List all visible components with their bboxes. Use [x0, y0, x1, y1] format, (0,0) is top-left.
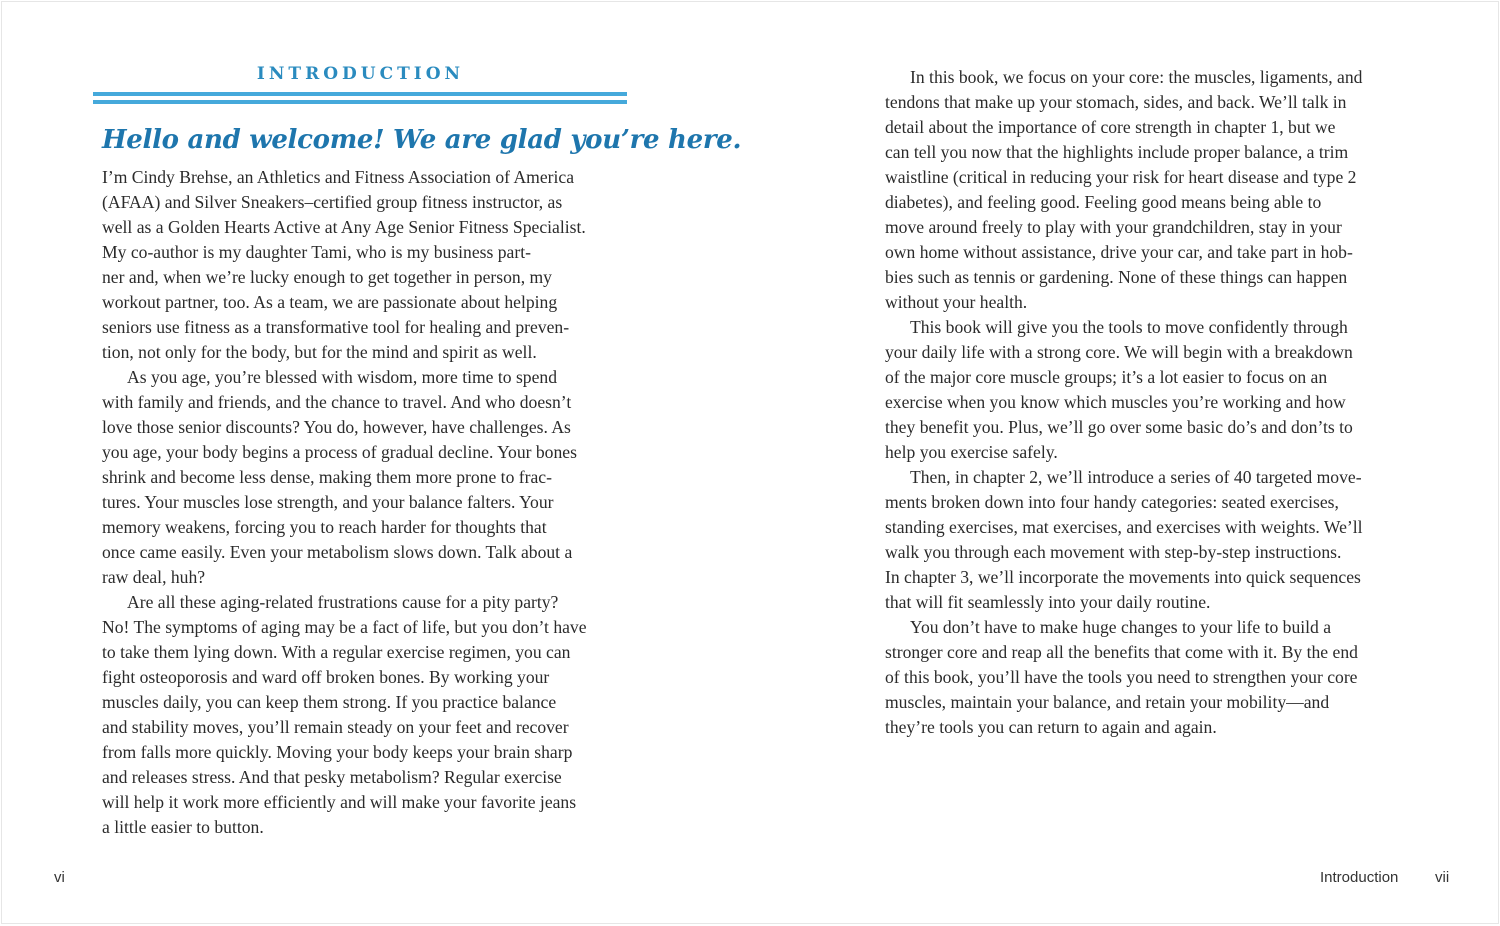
text-line: once came easily. Even your metabolism slows down. Talk about a	[102, 542, 573, 562]
text-line: stronger core and reap all the benefits that come with it. By the end	[885, 642, 1358, 662]
text-line: and releases stress. And that pesky metabolism? Regular exercise	[102, 767, 562, 787]
text-line: of the major core muscle groups; it’s a lot easier to focus on an	[885, 367, 1328, 387]
text-line: love those senior discounts? You do, however, have challenges. As	[102, 417, 571, 437]
text-line: they’re tools you can return to again and again.	[885, 717, 1217, 737]
text-line: diabetes), and feeling good. Feeling good means being able to	[885, 192, 1322, 212]
text-line: shrink and become less dense, making them more prone to frac-	[102, 467, 552, 487]
text-line: tion, not only for the body, but for the mind and spirit as well.	[102, 342, 537, 362]
text-line: Are all these aging-related frustrations cause for a pity party?	[127, 592, 559, 612]
text-line: muscles, maintain your balance, and retain your mobility—and	[885, 692, 1330, 712]
heading-rule-top	[93, 92, 627, 96]
text-line: In chapter 3, we’ll incorporate the movements into quick sequences	[885, 567, 1361, 587]
text-line: bies such as tennis or gardening. None of these things can happen	[885, 267, 1348, 287]
section-label: INTRODUCTION	[256, 64, 465, 84]
text-line: and stability moves, you’ll remain steady on your feet and recover	[102, 717, 569, 737]
text-line: tures. Your muscles lose strength, and your balance falters. Your	[102, 492, 554, 512]
text-line: well as a Golden Hearts Active at Any Age Senior Fitness Specialist.	[102, 217, 586, 237]
text-line: own home without assistance, drive your car, and take part in hob-	[885, 242, 1353, 262]
text-line: waistline (critical in reducing your risk for heart disease and type 2	[885, 167, 1357, 187]
text-line: In this book, we focus on your core: the muscles, ligaments, and	[910, 67, 1363, 87]
text-line: fight osteoporosis and ward off broken bones. By working your	[102, 667, 550, 687]
text-line: from falls more quickly. Moving your body keeps your brain sharp	[102, 742, 573, 762]
left-body-text	[102, 165, 622, 840]
text-line: detail about the importance of core strength in chapter 1, but we	[885, 117, 1336, 137]
heading-rule-bottom	[93, 100, 627, 104]
text-line: exercise when you know which muscles you’re working and how	[885, 392, 1346, 412]
text-line: to take them lying down. With a regular exercise regimen, you can	[102, 642, 571, 662]
text-line: Then, in chapter 2, we’ll introduce a series of 40 targeted move-	[910, 467, 1362, 487]
text-line: memory weakens, forcing you to reach harder for thoughts that	[102, 517, 547, 537]
running-title: Introduction	[1320, 869, 1399, 886]
text-line: of this book, you’ll have the tools you need to strengthen your core	[885, 667, 1358, 687]
book-spread	[1, 1, 1499, 924]
text-line: tendons that make up your stomach, sides, and back. We’ll talk in	[885, 92, 1347, 112]
text-line: you age, your body begins a process of gradual decline. Your bones	[102, 442, 577, 462]
text-line: your daily life with a strong core. We will begin with a breakdown	[885, 342, 1353, 362]
text-line: will help it work more efficiently and will make your favorite jeans	[102, 792, 577, 812]
text-line: ner and, when we’re lucky enough to get together in person, my	[102, 267, 552, 287]
text-line: muscles daily, you can keep them strong. If you practice balance	[102, 692, 557, 712]
text-line: My co-author is my daughter Tami, who is my business part-	[102, 242, 531, 262]
text-line: help you exercise safely.	[885, 442, 1058, 462]
right-page	[752, 2, 1500, 923]
text-line: walk you through each movement with step-by-step instructions.	[885, 542, 1342, 562]
text-line: can tell you now that the highlights include proper balance, a trim	[885, 142, 1349, 162]
page-number-right: vii	[1435, 869, 1450, 886]
text-line: workout partner, too. As a team, we are passionate about helping	[102, 292, 558, 312]
headline: Hello and welcome! We are glad you’re here.	[102, 125, 742, 155]
text-line: I’m Cindy Brehse, an Athletics and Fitness Association of America	[102, 167, 575, 187]
text-line: ments broken down into four handy categories: seated exercises,	[885, 492, 1339, 512]
text-line: that will fit seamlessly into your daily routine.	[885, 592, 1211, 612]
text-line: standing exercises, mat exercises, and exercises with weights. We’ll	[885, 517, 1363, 537]
text-line: seniors use fitness as a transformative tool for healing and preven-	[102, 317, 570, 337]
text-line: You don’t have to make huge changes to your life to build a	[910, 617, 1332, 637]
text-line: This book will give you the tools to move confidently through	[910, 317, 1348, 337]
text-line: move around freely to play with your grandchildren, stay in your	[885, 217, 1342, 237]
right-body-text	[885, 65, 1405, 740]
text-line: raw deal, huh?	[102, 567, 206, 587]
left-page	[2, 2, 752, 923]
text-line: As you age, you’re blessed with wisdom, more time to spend	[127, 367, 557, 387]
text-line: No! The symptoms of aging may be a fact of life, but you don’t have	[102, 617, 587, 637]
page-number-left: vi	[54, 869, 65, 886]
text-line: a little easier to button.	[102, 817, 264, 837]
text-line: with family and friends, and the chance to travel. And who doesn’t	[102, 392, 572, 412]
text-line: they benefit you. Plus, we’ll go over some basic do’s and don’ts to	[885, 417, 1353, 437]
text-line: without your health.	[885, 292, 1028, 312]
text-line: (AFAA) and Silver Sneakers–certified group fitness instructor, as	[102, 192, 563, 212]
